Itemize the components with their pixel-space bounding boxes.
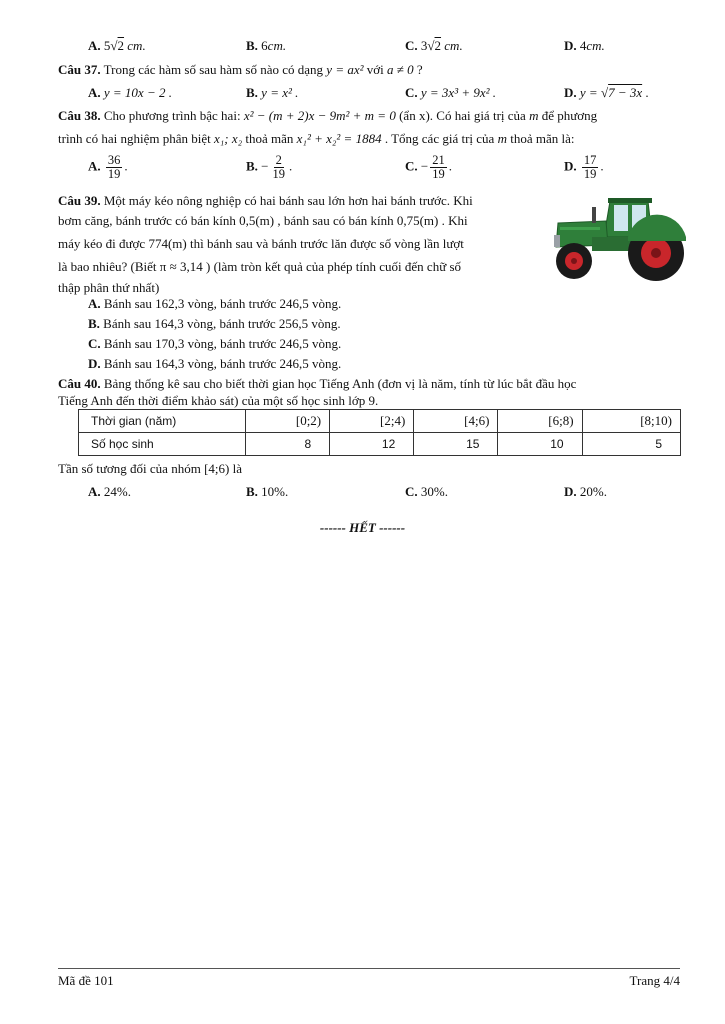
q38-options	[58, 154, 678, 190]
q39-line3: máy kéo đi được 774(m) thì bánh sau và bánh trước lăn được số vòng lần lượt	[58, 236, 464, 251]
q40-options	[58, 484, 678, 504]
table-cell: 15	[414, 433, 498, 456]
footer-exam-code: Mã đề 101	[58, 973, 114, 988]
table-cell: [4;6)	[414, 410, 498, 433]
q36-option-b: B. 6cm.	[246, 38, 287, 53]
q39-option-d: D. Bánh sau 164,3 vòng, bánh trước 246,5 vòng.	[88, 356, 342, 371]
table-cell: [8;10)	[582, 410, 680, 433]
table-row	[79, 410, 681, 433]
q37-option-b: B. y = x² .	[246, 85, 299, 100]
q39-line2: bơm căng, bánh trước có bán kính 0,5(m) , bánh sau có bán kính 0,75(m) . Khi	[58, 213, 468, 228]
q38-option-a: A. $\frac{36}{19}$ .	[88, 153, 128, 182]
q38-option-c: C. − $\frac{21}{19}$ .	[405, 153, 452, 182]
q37-options	[58, 85, 678, 105]
q39-line4: là bao nhiêu? (Biết π ≈ 3,14 ) (làm tròn kết quả của phép tính cuối đến chữ số	[58, 259, 462, 274]
q39-line1: Câu 39. Một máy kéo nông nghiệp có hai bánh sau lớn hơn hai bánh trước. Khi	[58, 193, 473, 208]
q38-stem-line2: trình có hai nghiệm phân biệt x₁; x₂ thoả mãn x₁² + x₂² = 1884 . Tổng các giá trị của m thoả mãn là:	[58, 131, 575, 146]
q39-option-c: C. Bánh sau 170,3 vòng, bánh trước 246,5 vòng.	[88, 336, 342, 351]
q40-option-a: A. 24%.	[88, 484, 131, 499]
table-row-header: Số học sinh	[79, 433, 246, 456]
table-row-header: Thời gian (năm)	[79, 410, 246, 433]
q36-option-d: D. 4cm.	[564, 38, 605, 53]
end-marker: ------ HẾT ------	[319, 520, 406, 535]
q36-options	[58, 38, 678, 58]
q40-option-b: B. 10%.	[246, 484, 289, 499]
q36-option-a: A. 5√2 cm.	[88, 38, 146, 53]
table-cell: 10	[498, 433, 582, 456]
q37-stem: Câu 37. Trong các hàm số sau hàm số nào có dạng y = ax² với a ≠ 0 ?	[58, 62, 423, 77]
tractor-image	[552, 193, 690, 283]
q37-option-c: C. y = 3x³ + 9x² .	[405, 85, 497, 100]
table-cell: [6;8)	[498, 410, 582, 433]
q40-option-d: D. 20%.	[564, 484, 607, 499]
q39-option-b: B. Bánh sau 164,3 vòng, bánh trước 256,5 vòng.	[88, 316, 341, 331]
table-cell: [2;4)	[330, 410, 414, 433]
footer-divider	[58, 968, 680, 969]
q37-option-a: A. y = 10x − 2 .	[88, 85, 172, 100]
table-cell: [0;2)	[246, 410, 330, 433]
q39-option-a: A. Bánh sau 162,3 vòng, bánh trước 246,5 vòng.	[88, 296, 342, 311]
q38-option-d: D. $\frac{17}{19}$ .	[564, 153, 604, 182]
table-cell: 8	[246, 433, 330, 456]
q36-option-c: C. 3√2 cm.	[405, 38, 463, 53]
q39-line5: thập phân thứ nhất)	[58, 280, 160, 295]
q40-line2: Tiếng Anh đến thời điểm khảo sát) của một số học sinh lớp 9.	[58, 393, 379, 408]
table-cell: 12	[330, 433, 414, 456]
table-cell: 5	[582, 433, 680, 456]
statistics-table	[78, 409, 681, 456]
q38-option-b: B. − $\frac{2}{19}$ .	[246, 153, 293, 182]
q37-option-d: D. y = √7 − 3x .	[564, 85, 649, 100]
q38-stem-line1: Câu 38. Cho phương trình bậc hai: x² − (m + 2)x − 9m² + m = 0 (ẩn x). Có hai giá trị của m để phương	[58, 108, 598, 123]
footer-page-number: Trang 4/4	[629, 973, 680, 988]
q40-question: Tần số tương đối của nhóm [4;6) là	[58, 461, 242, 476]
q40-line1: Câu 40. Bảng thống kê sau cho biết thời gian học Tiếng Anh (đơn vị là năm, tính từ lúc bắt đầu học	[58, 376, 577, 391]
table-row	[79, 433, 681, 456]
q40-option-c: C. 30%.	[405, 484, 448, 499]
